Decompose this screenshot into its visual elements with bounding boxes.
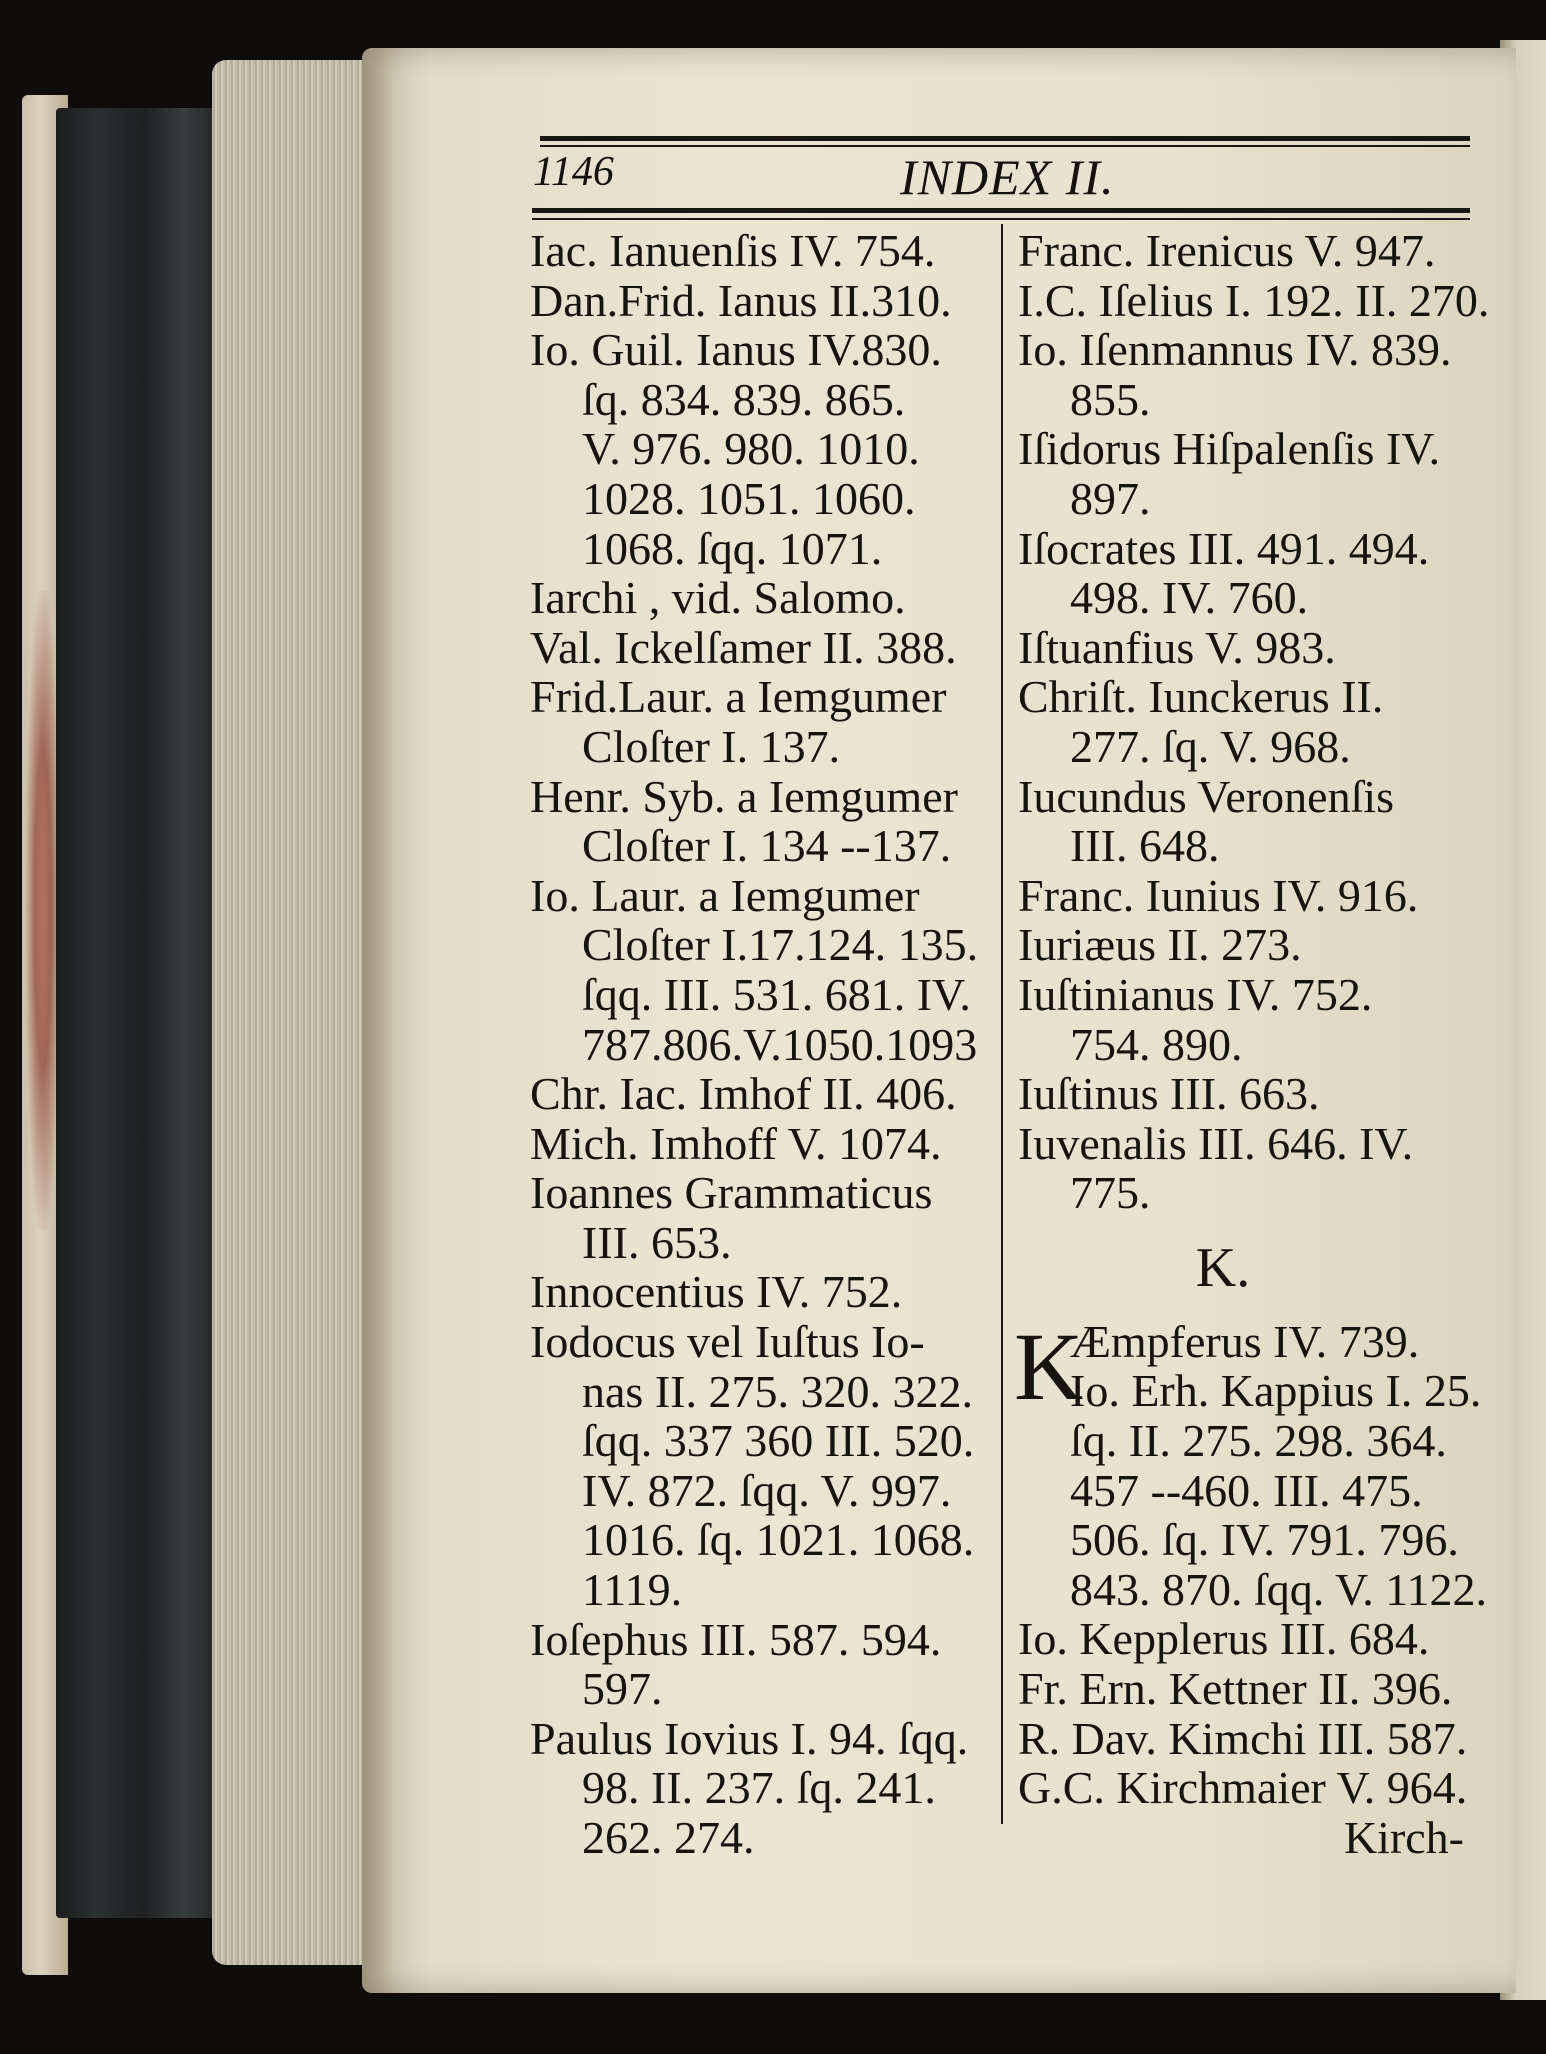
index-entry-line: ſq. II. 275. 298. 364. <box>1070 1415 1447 1467</box>
header-rule <box>532 208 1470 213</box>
index-entry-line: 498. IV. 760. <box>1070 572 1309 624</box>
index-entry-line: Henr. Syb. a Iemgumer <box>530 770 958 822</box>
index-entry-line: Franc. Irenicus V. 947. <box>1018 225 1436 276</box>
index-entry-line: Dan.Frid. Ianus II.310. <box>530 274 952 326</box>
index-entry-line: III. 653. <box>582 1216 732 1268</box>
index-entry-line: ſqq. 337 360 III. 520. <box>582 1415 975 1467</box>
index-entry-line: Iarchi , vid. Salomo. <box>530 572 906 624</box>
index-entry-line: Cloſter I. 134 --137. <box>582 820 952 872</box>
index-entry-line: Chriſt. Iunckerus II. <box>1018 671 1384 723</box>
index-entry-line: 775. <box>1070 1167 1151 1219</box>
index-entry-line: Chr. Iac. Imhof II. 406. <box>530 1068 957 1120</box>
index-entry-line: Iſidorus Hiſpalenſis IV. <box>1018 423 1441 475</box>
index-entry-line: Paulus Iovius I. 94. ſqq. <box>530 1712 969 1764</box>
index-entry-line: 597. <box>582 1663 663 1715</box>
section-letter: K. <box>1195 1236 1251 1299</box>
drop-cap-letter: K <box>1014 1312 1084 1420</box>
index-entry-line: 98. II. 237. ſq. 241. <box>582 1762 936 1814</box>
index-entry-line: R. Dav. Kimchi III. 587. <box>1018 1712 1468 1764</box>
index-entry-line: Ioannes Grammaticus <box>530 1167 933 1219</box>
index-entry-line: 277. ſq. V. 968. <box>1070 720 1351 772</box>
index-entry-line: Io. Guil. Ianus IV.830. <box>530 324 942 376</box>
index-entry-line: Io. Erh. Kappius I. 25. <box>1070 1365 1482 1417</box>
spine-stain <box>26 590 60 1230</box>
index-entry-line: Iuſtinianus IV. 752. <box>1018 968 1373 1020</box>
index-entry-line: 843. 870. ſqq. V. 1122. <box>1070 1563 1488 1615</box>
page-number: 1146 <box>533 149 614 195</box>
index-entry-line: Iodocus vel Iuſtus Io- <box>530 1316 925 1368</box>
index-entry-line: Io. Laur. a Iemgumer <box>530 869 920 921</box>
column-divider <box>1001 224 1003 1824</box>
running-head: INDEX II. <box>900 149 1115 205</box>
index-entry-line: Iuriæus II. 273. <box>1018 919 1302 971</box>
index-entry-line: nas II. 275. 320. 322. <box>582 1365 973 1417</box>
index-entry-line: Iuvenalis III. 646. IV. <box>1018 1117 1414 1169</box>
index-entry-line: 754. 890. <box>1070 1018 1243 1070</box>
index-entry-line: Mich. Imhoff V. 1074. <box>530 1117 942 1169</box>
index-entry-line: Frid.Laur. a Iemgumer <box>530 671 947 723</box>
index-entry-line: I.C. Iſelius I. 192. II. 270. <box>1018 274 1490 326</box>
index-entry-line: 1119. <box>582 1564 683 1616</box>
index-entry-line: 787.806.V.1050.1093 <box>582 1018 978 1070</box>
index-entry-line: 1028. 1051. 1060. <box>582 472 916 524</box>
index-entry-line: Val. Ickelſamer II. 388. <box>530 621 957 673</box>
index-entry-line: Fr. Ern. Kettner II. 396. <box>1018 1663 1453 1715</box>
index-entry-line: 1016. ſq. 1021. 1068. <box>582 1514 975 1566</box>
index-entry-line: IV. 872. ſqq. V. 997. <box>582 1464 952 1516</box>
index-entry-line: Iſocrates III. 491. 494. <box>1018 522 1430 574</box>
index-entry-line: III. 648. <box>1070 820 1220 872</box>
right-column <box>1014 225 1490 1863</box>
index-entry-line: Iucundus Veronenſis <box>1018 770 1395 822</box>
index-entry-line: Io. Iſenmannus IV. 839. <box>1018 324 1452 376</box>
index-entry-line: G.C. Kirchmaier V. 964. <box>1018 1762 1468 1814</box>
index-entry-line: Iac. Ianuenſis IV. 754. <box>530 225 936 276</box>
index-entry-line: 1068. ſqq. 1071. <box>582 522 883 574</box>
index-entry-line: Iuſtinus III. 663. <box>1018 1068 1320 1120</box>
header-rule-thin <box>532 218 1470 220</box>
index-entry-line: Cloſter I.17.124. 135. <box>582 919 979 971</box>
page-edges <box>212 60 382 1965</box>
catchword: Kirch- <box>1343 1811 1464 1863</box>
top-rule-thin <box>540 145 1470 147</box>
index-entry-line: Cloſter I. 137. <box>582 720 841 772</box>
index-entry-line: 457 --460. III. 475. <box>1070 1464 1423 1516</box>
left-column <box>530 226 1000 1863</box>
index-entry-line: Æmpferus IV. 739. K <box>1014 1312 1420 1420</box>
index-entry-line: Franc. Iunius IV. 916. <box>1018 869 1419 921</box>
index-entry-line: Innocentius IV. 752. <box>530 1266 903 1318</box>
index-entry-line: V. 976. 980. 1010. <box>582 423 920 475</box>
index-entry-line: 897. <box>1070 472 1151 524</box>
index-entry-line: 506. ſq. IV. 791. 796. <box>1070 1514 1459 1566</box>
index-entry-line: ſqq. III. 531. 681. IV. <box>582 968 971 1020</box>
index-entry-line: Io. Kepplerus III. 684. <box>1018 1613 1430 1665</box>
top-rule <box>540 136 1470 141</box>
k-section <box>1014 1312 1488 1863</box>
right-column-entries <box>1018 225 1490 1219</box>
index-entry-line: ſq. 834. 839. 865. <box>582 373 906 425</box>
index-entry-line: 262. 274. <box>582 1812 755 1863</box>
index-entry-line: Ioſephus III. 587. 594. <box>530 1613 942 1665</box>
index-entry-line: Iſtuanfius V. 983. <box>1018 621 1336 673</box>
book-fore-edge <box>56 108 216 1918</box>
index-entry-line: 855. <box>1070 373 1151 425</box>
